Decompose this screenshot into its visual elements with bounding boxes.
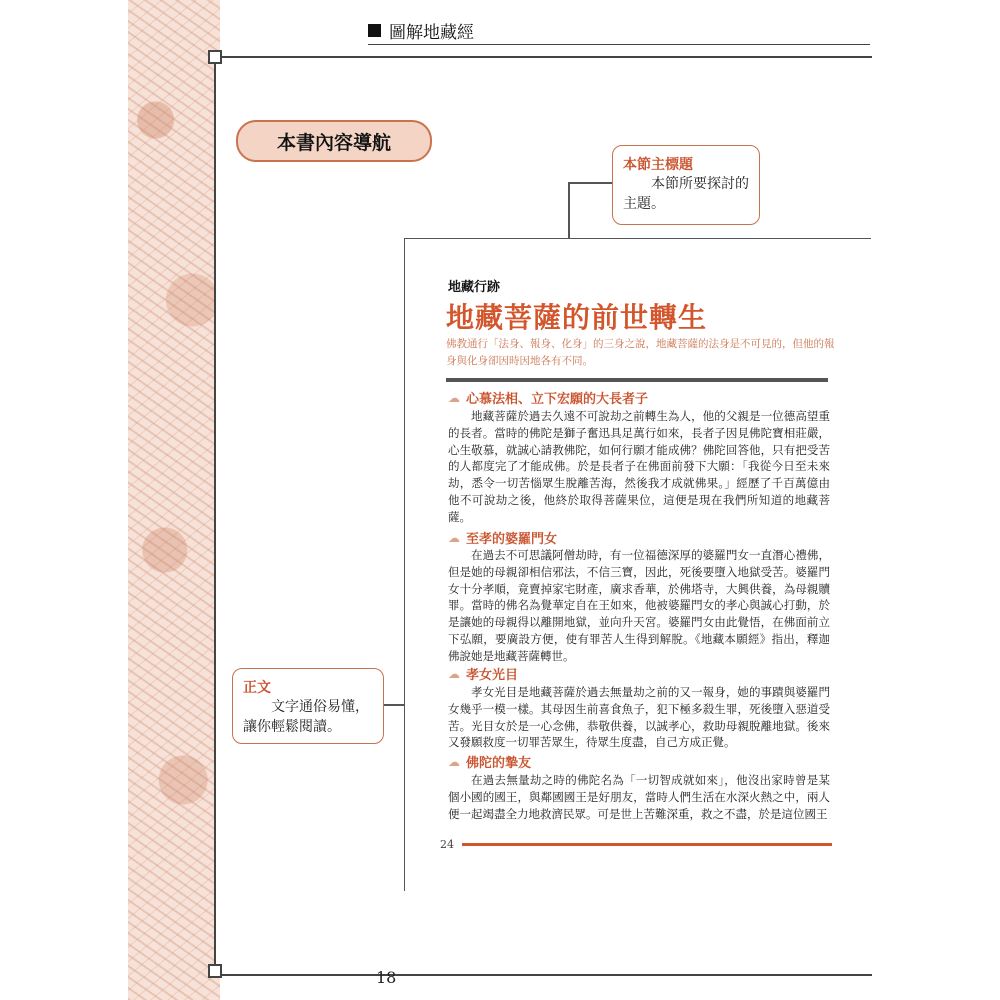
book-title: 圖解地藏經 xyxy=(389,23,474,43)
square-bullet-icon xyxy=(368,24,381,37)
running-header xyxy=(368,18,474,43)
callout-body: 文字通俗易懂，讓你輕鬆閱讀。 xyxy=(243,699,369,735)
subheading xyxy=(448,388,648,407)
callout-body-text xyxy=(232,668,384,744)
subheading-text: 孝女光目 xyxy=(466,668,519,683)
subheading-text: 至孝的婆羅門女 xyxy=(466,532,558,547)
body-paragraph: 孝女光目是地藏菩薩於過去無量劫之前的又一報身，她的事蹟與婆羅門女幾乎一模一樣。其母因生前喜食魚子，犯下極多殺生罪，死後墮入惡道受苦。光目女於是一心念佛，恭敬供養，以誠孝心，救助母親脫離地獄。後來又發願救度一切罪苦眾生，待眾生度盡，自己方成正覺。 xyxy=(448,685,830,750)
title-divider xyxy=(446,378,828,382)
callout-section-title xyxy=(612,145,760,225)
frame-corner-top xyxy=(208,50,222,64)
decorative-border-illustration xyxy=(128,0,220,1000)
subheading xyxy=(448,664,518,683)
callout-title: 正文 xyxy=(243,680,271,696)
cloud-icon: ☁ xyxy=(448,666,460,681)
body-paragraph: 在過去無量劫之時的佛陀名為「一切智成就如來」，他沒出家時曾是某個小國的國王，與鄰國國王是好朋友，當時人們生活在水深火熱之中，兩人便一起竭盡全力地救濟民眾。可是世上苦難深重，救之不盡，於是這位國王 xyxy=(448,773,830,821)
section-main-title: 地藏菩薩的前世轉生 xyxy=(446,301,708,334)
subheading-text: 佛陀的摯友 xyxy=(466,756,532,771)
subheading xyxy=(448,528,557,547)
page-number: 18 xyxy=(376,968,397,987)
frame-corner-bottom xyxy=(208,964,222,978)
section-label: 地藏行跡 xyxy=(448,280,501,295)
cloud-icon: ☁ xyxy=(448,390,460,405)
subheading xyxy=(448,752,531,771)
footer-rule xyxy=(462,843,832,846)
body-paragraph: 在過去不可思議阿僧劫時，有一位福德深厚的婆羅門女一直潛心禮佛，但是她的母親卻相信邪法，不信三寶，因此，死後要墮入地獄受苦。婆羅門女十分孝順，竟賣掉家宅財產，廣求香華，於佛塔寺，大興供養，為母親贖罪。當時的佛名為覺華定自在王如來，他被婆羅門女的孝心與誠心打動，於是讓她的母親得以離開地獄，並向升天宮。婆羅門女由此覺悟，在佛面前立下弘願，要廣設方便，使有罪苦人生得到解脫。《地藏本願經》指出，釋迦佛說她是地藏菩薩轉世。 xyxy=(448,548,830,663)
sample-page-number: 24 xyxy=(440,838,454,851)
body-paragraph: 地藏菩薩於過去久遠不可說劫之前轉生為人，他的父親是一位德高望重的長者。當時的佛陀是獅子奮迅具足萬行如來，長者子因見佛陀寶相莊嚴，心生敬慕，就誠心請教佛陀，如何行願才能成佛？佛陀回答他，只有把受苦的人都度完了才能成佛。於是長者子在佛面前發下大願：「我從今日至未來劫，悉令一切苦惱眾生脫離苦海，然後我才成就佛果。」經歷了千百萬億由他不可說劫之後，他終於取得菩薩果位，這便是現在我們所知道的地藏菩薩。 xyxy=(448,409,830,524)
header-divider xyxy=(368,44,870,45)
connector-line xyxy=(568,182,612,184)
navigation-label: 本書內容導航 xyxy=(236,120,432,162)
subheading-text: 心慕法相、立下宏願的大長者子 xyxy=(466,392,649,407)
callout-title: 本節主標題 xyxy=(623,157,693,173)
cloud-icon: ☁ xyxy=(448,530,460,545)
lead-paragraph: 佛教通行「法身、報身、化身」的三身之說，地藏菩薩的法身是不可見的，但他的報身與化身卻因時因地各有不同。 xyxy=(446,338,835,367)
callout-body: 本節所要探討的主題。 xyxy=(623,176,749,212)
cloud-icon: ☁ xyxy=(448,754,460,769)
